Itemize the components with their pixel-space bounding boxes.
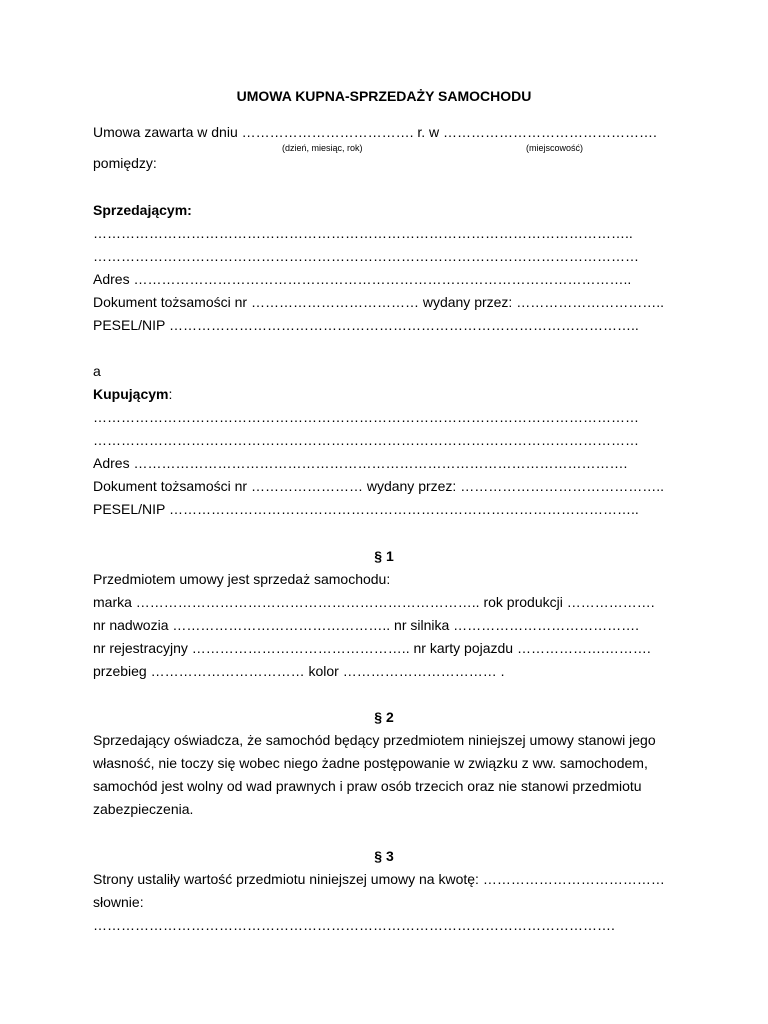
section-3-amount: Strony ustaliły wartość przedmiotu niniejszej umowy na kwotę: …………………………………: [93, 871, 665, 887]
buyer-line-1: ………………………………………………………………………………………………………: [93, 409, 639, 425]
section-2-text: Sprzedający oświadcza, że samochód będący przedmiotem niniejszej umowy stanowi jego własność, nie toczy się wobec niego żadne postępowanie w związku z ww. samochodem, samochód jest wolny od wad prawnych i praw osób trzecich oraz nie stanowi przedmiotu zabezpieczenia.: [93, 732, 656, 817]
buyer-address: Adres …………………………………………………………………………………………….: [93, 455, 628, 471]
intro-line: Umowa zawarta w dniu ………………………………. r. w ……………………………………….: [93, 124, 657, 140]
car-mileage-line: przebieg …………………………… kolor …………………………… .: [93, 663, 505, 679]
between-label: pomiędzy:: [93, 155, 157, 171]
section-2-heading: § 2: [374, 709, 394, 725]
car-registration-line: nr rejestracyjny ……………………………………….. nr karty pojazdu ……………….……….: [93, 640, 651, 656]
seller-id-document: Dokument tożsamości nr ……………………………… wydany przez: …………………………..: [93, 294, 664, 310]
car-body-number-line: nr nadwozia ……………………………………….. nr silnika ………………………………….: [93, 617, 640, 633]
seller-heading: Sprzedającym:: [93, 202, 192, 218]
section-3-in-words: słownie:: [93, 894, 144, 910]
place-hint: (miejscowość): [526, 143, 584, 153]
conjunction: a: [93, 363, 101, 379]
section-1-heading: § 1: [374, 548, 394, 564]
seller-pesel: PESEL/NIP ………………………………………………………………………………………..: [93, 317, 639, 333]
car-brand-line: marka ……………………………………………………………….. rok produkcji ……………….: [93, 594, 655, 610]
seller-line-1: ……………………………………………………………………………………………………..: [93, 225, 633, 241]
section-1-subject: Przedmiotem umowy jest sprzedaż samochodu:: [93, 571, 391, 587]
buyer-heading-colon: :: [168, 386, 173, 402]
seller-line-2: ………………………………………………………………………………………………………: [93, 248, 639, 264]
section-3-heading: § 3: [374, 848, 394, 864]
buyer-id-document: Dokument tożsamości nr …………………… wydany przez: ……………………………………..: [93, 478, 664, 494]
buyer-heading-text: Kupującym: [93, 386, 169, 402]
buyer-heading: [93, 386, 172, 403]
section-3-line: ………………………………………………………………………………………………….: [93, 917, 615, 933]
buyer-line-2: ………………………………………………………………………………………………………: [93, 432, 639, 448]
buyer-pesel: PESEL/NIP ………………………………………………………………………………………..: [93, 501, 639, 517]
document-title: UMOWA KUPNA-SPRZEDAŻY SAMOCHODU: [236, 88, 532, 104]
seller-address: Adres ……………………………………………………………………………………………..: [93, 271, 632, 287]
date-hint: (dzień, miesiąc, rok): [282, 143, 363, 153]
